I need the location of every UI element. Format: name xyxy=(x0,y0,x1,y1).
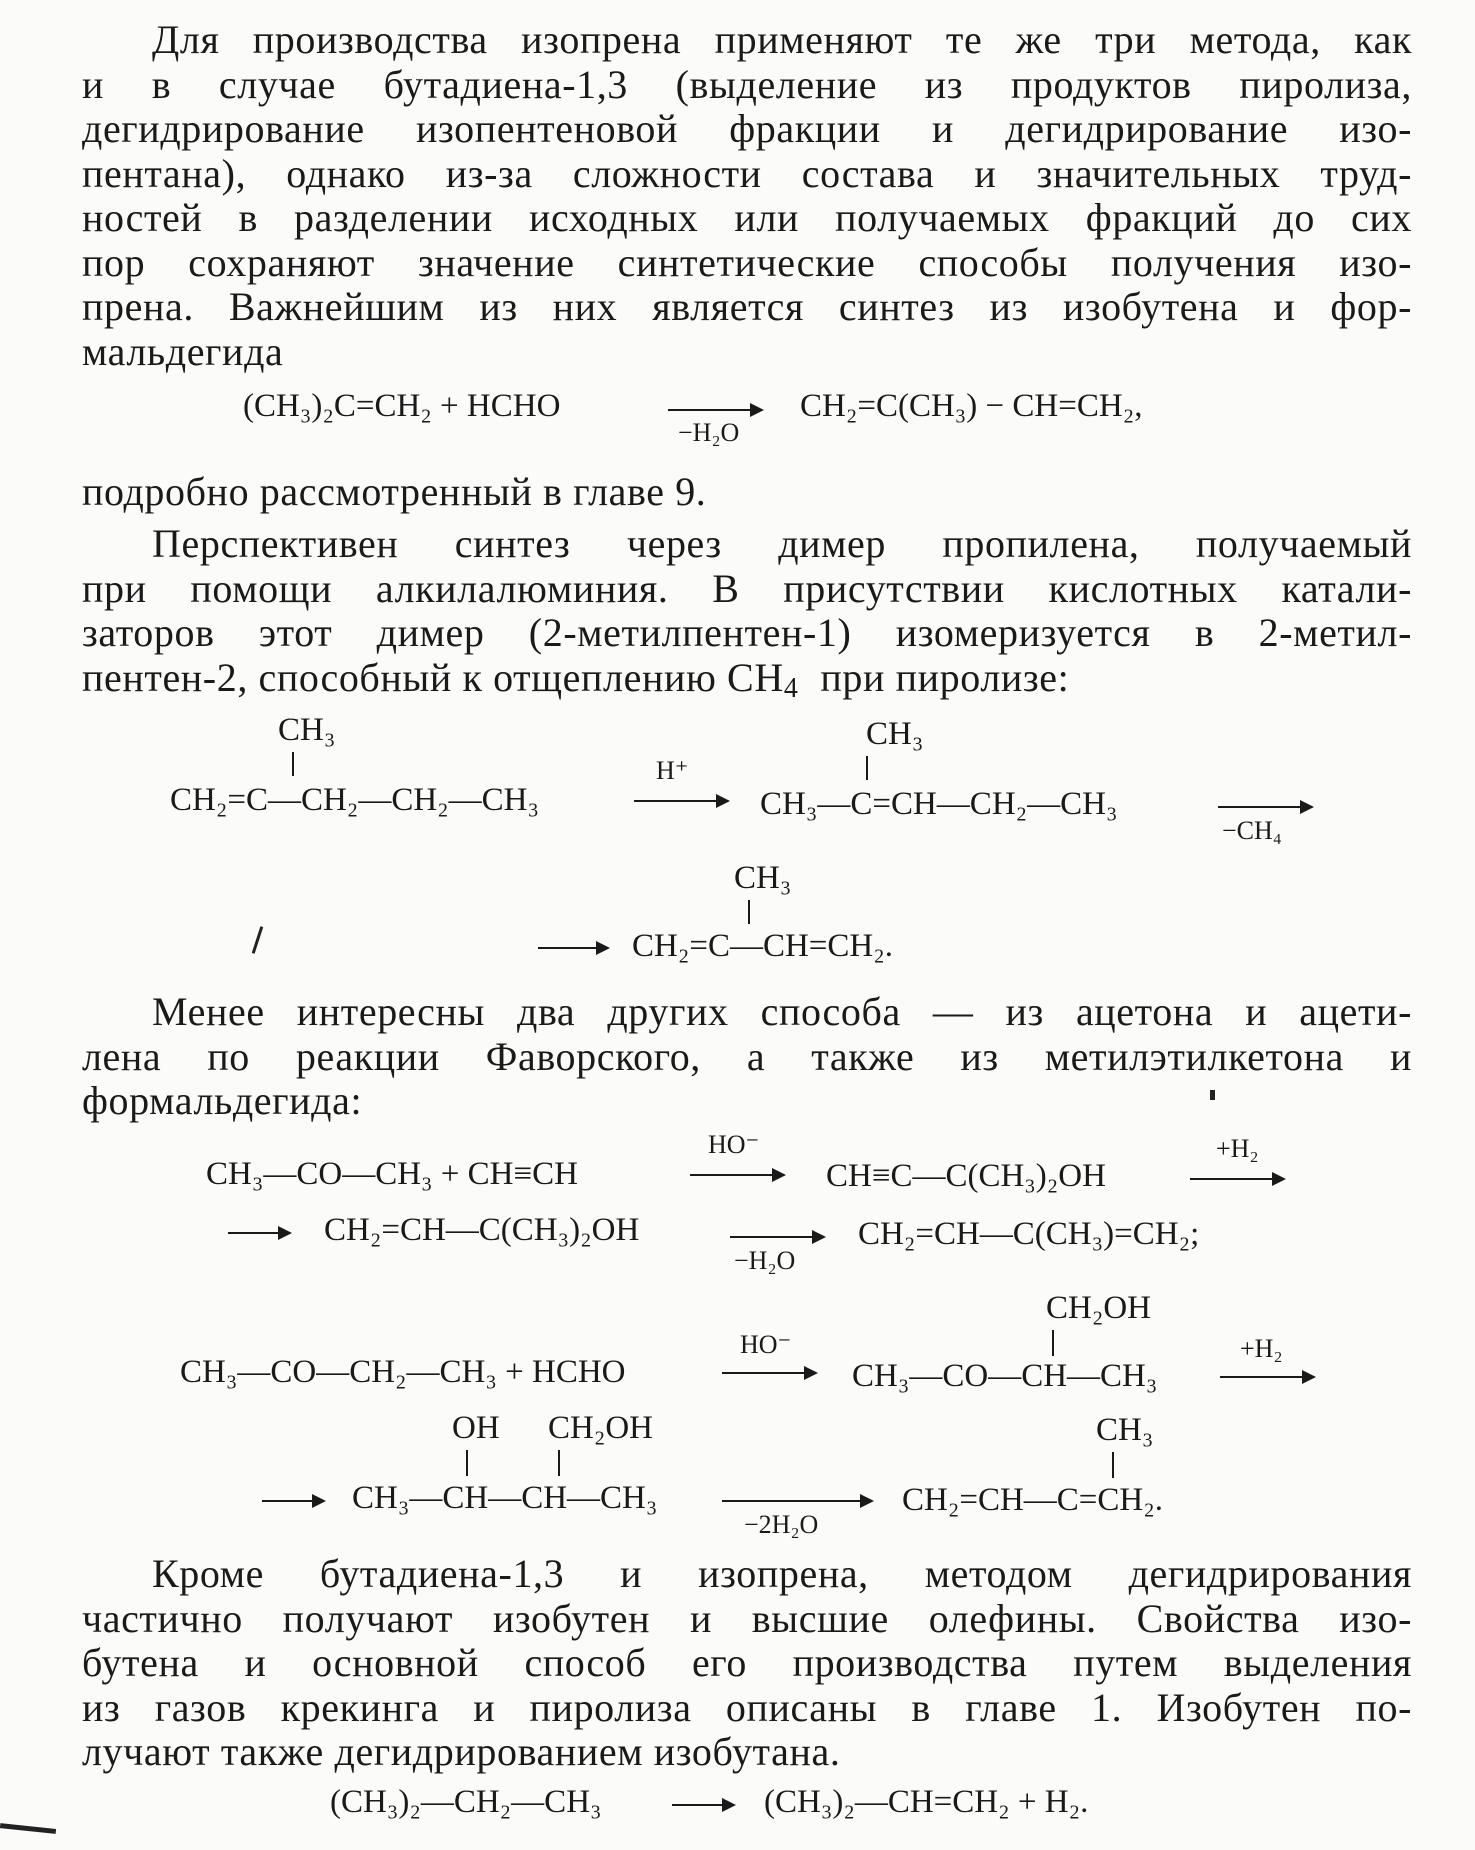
text-line: Перспективен синтез через димер пропилена, получаемый xyxy=(152,521,1412,566)
branch-label: CH₃ xyxy=(866,716,924,752)
text-line: мальдегида xyxy=(82,328,284,374)
reaction-arrow xyxy=(730,1236,824,1238)
reaction-arrow xyxy=(1190,1178,1284,1180)
text-line: дегидрирование изопентеновой фракции и дегидрирование изо- xyxy=(82,106,1412,151)
eq5-right: (CH₃)₂—CH=CH₂ + H₂. xyxy=(764,1784,1089,1820)
reaction-arrow xyxy=(262,1500,324,1502)
branch-label: CH₃ xyxy=(278,712,336,748)
eq1-left: (CH₃)₂C=CH₂ + HCHO xyxy=(243,388,561,424)
text-line: Для производства изопрена применяют те же три метода, как xyxy=(152,17,1412,62)
eq2-chain3: CH₂=C—CH=CH₂. xyxy=(632,928,894,964)
eq4-condition-2h2o: −2H₂O xyxy=(744,1510,819,1539)
text-line: пентана), однако из-за сложности состава и значительных труд- xyxy=(82,150,1412,196)
bond-line xyxy=(1112,1452,1114,1478)
reaction-arrow xyxy=(672,1804,734,1806)
eq3-line2-right: CH₂=CH—C(CH₃)=CH₂; xyxy=(858,1216,1200,1252)
text-line: пор сохраняют значение синтетические способы получения изо- xyxy=(82,239,1412,285)
text-line: при помощи алкилалюминия. В присутствии кислотных катали- xyxy=(82,565,1412,611)
text-line xyxy=(82,656,1412,712)
bond-line xyxy=(866,756,868,780)
text-line: Кроме бутадиена-1,3 и изопрена, методом дегидрирования xyxy=(152,1551,1412,1596)
reaction-arrow xyxy=(668,409,762,411)
scan-artifact xyxy=(252,926,264,954)
eq4-condition-h2: +H₂ xyxy=(1240,1334,1283,1363)
eq2-condition-ch4: −CH₄ xyxy=(1222,816,1282,845)
bond-line xyxy=(466,1450,468,1476)
eq3-condition-ho: HO⁻ xyxy=(708,1130,760,1159)
reaction-arrow xyxy=(722,1372,816,1374)
text-line: лена по реакции Фаворского, а также из метилэтилкетона и xyxy=(82,1033,1412,1079)
eq3-condition-h2o: −H₂O xyxy=(734,1246,796,1275)
eq4-condition-ho: HO⁻ xyxy=(740,1330,792,1359)
eq1-right: CH₂=C(CH₃) − CH=CH₂, xyxy=(800,388,1143,424)
paragraph-1 xyxy=(82,18,1412,374)
text-line: формальдегида: xyxy=(82,1078,363,1123)
eq3-mid: CH≡C—C(CH₃)₂OH xyxy=(826,1158,1106,1194)
eq3-line2-mid: CH₂=CH—C(CH₃)₂OH xyxy=(324,1212,640,1248)
text-line: лучают также дегидрированием изобутана. xyxy=(82,1729,841,1774)
text-line: ностей в разделении исходных или получаемых фракций до сих xyxy=(82,195,1412,240)
text-line: заторов этот димер (2-метилпентен-1) изомеризуется в 2-метил- xyxy=(82,610,1412,655)
reaction-arrow xyxy=(228,1232,290,1234)
paragraph-3 xyxy=(82,990,1412,1124)
eq1-condition: −H₂O xyxy=(678,418,740,447)
reaction-arrow xyxy=(1220,1376,1314,1378)
branch-label: CH₂OH xyxy=(548,1410,654,1446)
bond-line xyxy=(1052,1330,1054,1356)
reaction-arrow xyxy=(722,1500,872,1502)
eq3-left: CH₃—CO—CH₃ + CH≡CH xyxy=(206,1156,578,1192)
branch-label: CH₃ xyxy=(734,860,792,896)
eq4-left: CH₃—CO—CH₂—CH₃ + HCHO xyxy=(180,1354,626,1390)
text-line: бутена и основной способ его производства путем выделения xyxy=(82,1640,1412,1685)
text-fragment: пентен-2, способный к отщеплению СН xyxy=(82,654,784,700)
scan-artifact xyxy=(1210,1090,1215,1100)
text-line: частично получают изобутен и высшие олефины. Свойства изо- xyxy=(82,1595,1412,1641)
text-fragment: при пиролизе: xyxy=(820,654,1070,700)
eq2-chain1: CH₂=C—CH₂—CH₂—CH₃ xyxy=(170,782,540,818)
reaction-arrow xyxy=(634,800,728,802)
text-line: прена. Важнейшим из них является синтез из изобутена и фор- xyxy=(82,284,1412,329)
scan-artifact xyxy=(0,1823,56,1834)
eq4-line2-right: CH₂=CH—C=CH₂. xyxy=(902,1482,1164,1518)
bond-line xyxy=(292,752,294,776)
subscript: 4 xyxy=(783,672,799,704)
text-line: Менее интересны два других способа — из ацетона и ацети- xyxy=(152,989,1412,1034)
reaction-arrow xyxy=(538,947,608,949)
text-line: из газов крекинга и пиролиза описаны в главе 1. Изобутен по- xyxy=(82,1684,1412,1730)
reaction-arrow xyxy=(690,1174,784,1176)
eq2-chain2: CH₃—C=CH—CH₂—CH₃ xyxy=(760,786,1118,822)
text-line: подробно рассмотренный в главе 9. xyxy=(82,469,707,514)
eq4-mid: CH₃—CO—CH—CH₃ xyxy=(852,1358,1158,1394)
bond-line xyxy=(748,900,750,924)
eq3-condition-h2: +H₂ xyxy=(1216,1134,1259,1163)
text-line: и в случае бутадиена-1,3 (выделение из продуктов пиролиза, xyxy=(82,61,1412,107)
branch-label: CH₂OH xyxy=(1046,1290,1152,1326)
branch-label: OH xyxy=(452,1410,500,1446)
paragraph-4 xyxy=(82,1552,1412,1775)
bond-line xyxy=(558,1450,560,1476)
eq4-line2-mid: CH₃—CH—CH—CH₃ xyxy=(352,1480,658,1516)
eq2-condition-h: H⁺ xyxy=(656,756,689,785)
reaction-arrow xyxy=(1218,806,1312,808)
paragraph-2 xyxy=(82,522,1412,711)
paragraph-1-end xyxy=(82,470,1412,515)
branch-label: CH₃ xyxy=(1096,1412,1154,1448)
eq5-left: (CH₃)₂—CH₂—CH₃ xyxy=(330,1784,602,1820)
